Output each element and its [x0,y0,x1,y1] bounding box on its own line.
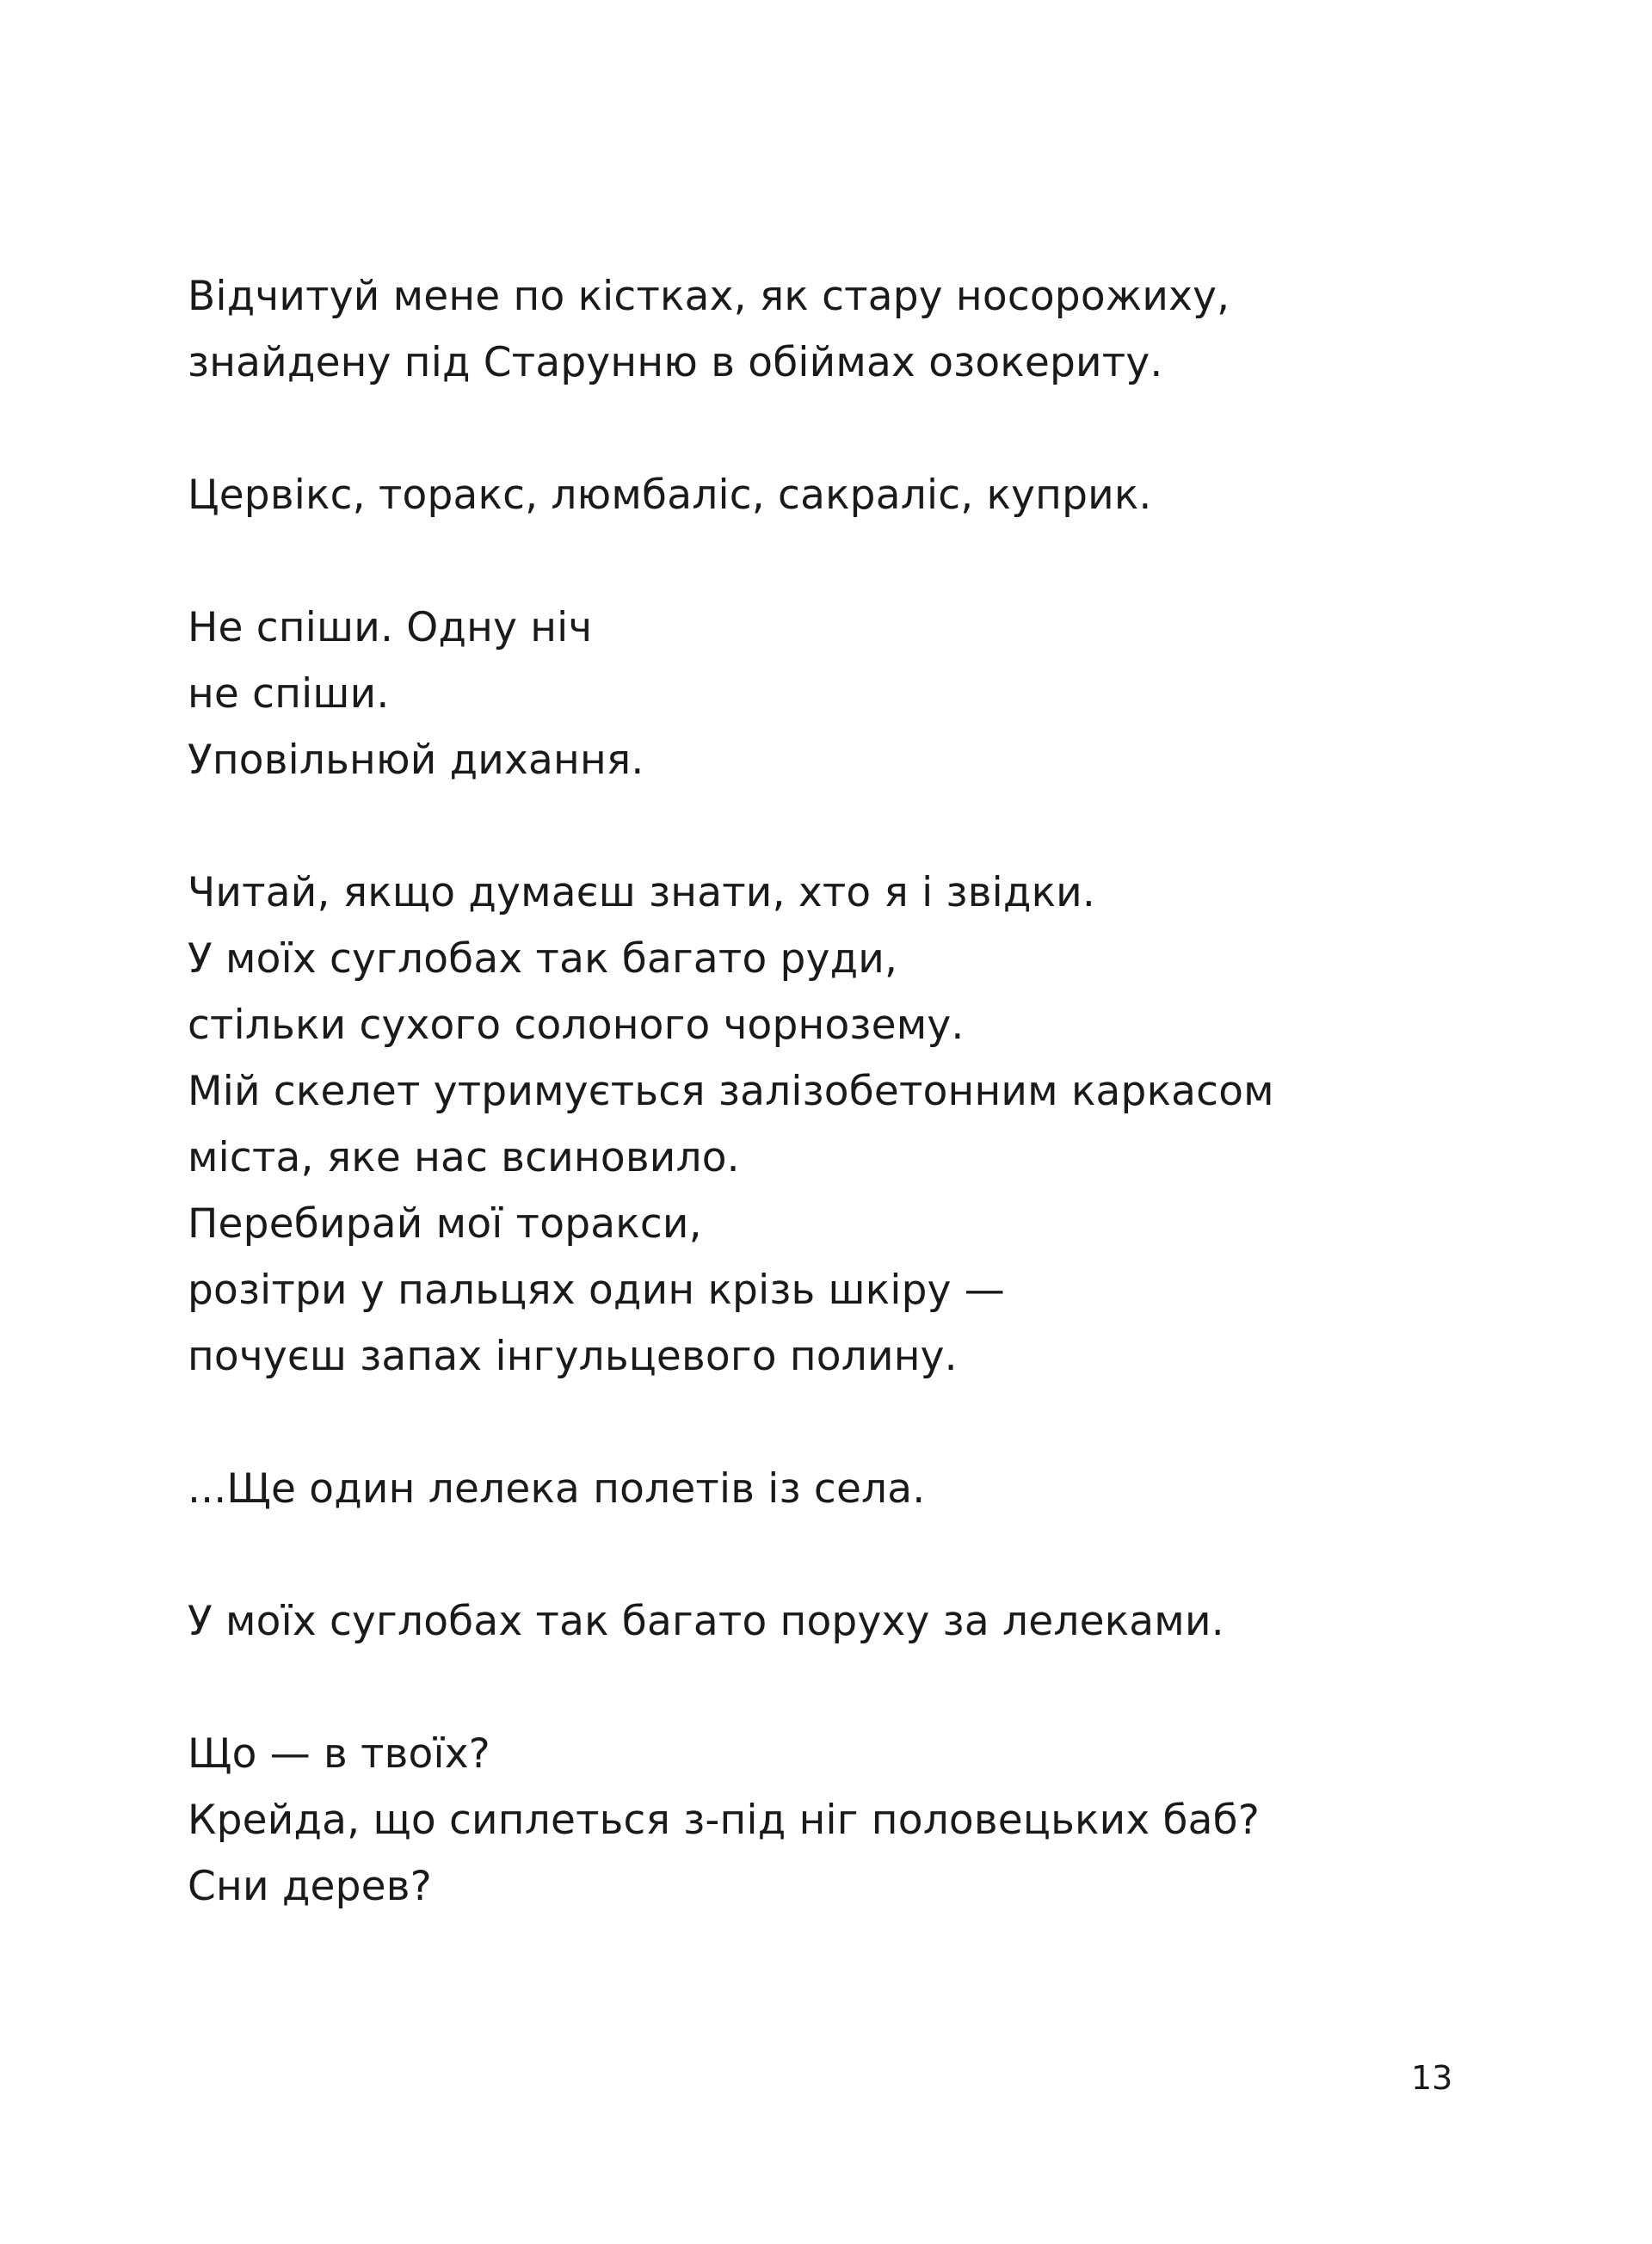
poem-line: міста, яке нас всиновило. [188,1134,740,1181]
stanza-1 [188,263,1530,396]
poem-line: знайдену під Старунню в обіймах озокериту. [188,339,1163,386]
stanza-4 [188,860,1530,1390]
poem-line: Читай, якщо думаєш знати, хто я і звідки. [188,869,1096,916]
poem-line: У моїх суглобах так багато поруху за лелеками. [188,1598,1224,1645]
stanza-gap [188,1390,1530,1456]
poem-line: Мій скелет утримується залізобетонним каркасом [188,1068,1274,1115]
page-number: 13 [1411,2059,1453,2097]
stanza-6 [188,1588,1530,1655]
stanza-2 [188,462,1530,528]
poem-text [188,263,1530,1920]
poem-line: Відчитуй мене по кістках, як стару носорожиху, [188,273,1230,320]
poem-line: Крейда, що сиплеться з-під ніг половецьких баб? [188,1797,1260,1844]
poem-line: почуєш запах інгульцевого полину. [188,1333,958,1380]
stanza-7 [188,1721,1530,1920]
stanza-gap [188,1655,1530,1721]
poem-line: Цервікс, торакс, люмбаліс, сакраліс, куприк. [188,472,1152,519]
poem-line: Що — в твоїх? [188,1730,490,1778]
poem-line: Сни дерев? [188,1863,432,1910]
stanza-gap [188,1522,1530,1588]
poem-line: не спіши. [188,670,390,718]
poem-line: стільки сухого солоного чорнозему. [188,1002,965,1049]
poem-line: ...Ще один лелека полетів із села. [188,1465,926,1513]
poem-line: Перебирай мої торакси, [188,1200,702,1248]
stanza-3 [188,595,1530,793]
poem-line: Не спіши. Одну ніч [188,604,593,651]
poem-line: Уповільнюй дихання. [188,737,644,784]
poem-line: розітри у пальцях один крізь шкіру — [188,1267,1005,1314]
stanza-5 [188,1456,1530,1522]
poem-line: У моїх суглобах так багато руди, [188,935,898,983]
stanza-gap [188,528,1530,595]
stanza-gap [188,793,1530,860]
stanza-gap [188,396,1530,462]
